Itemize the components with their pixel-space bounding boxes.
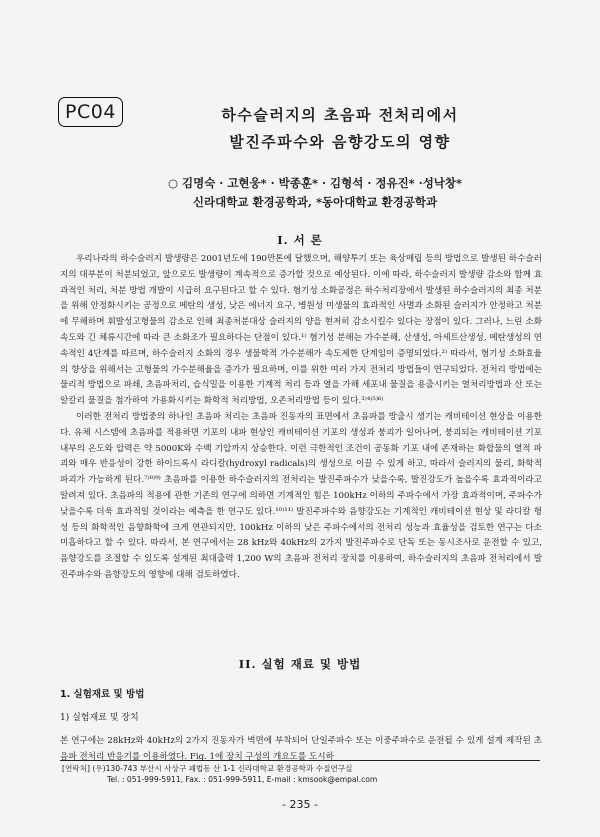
paper-title-line1: 하수슬러지의 초음파 전처리에서 [221,106,459,124]
contact-phone-email: Tel. : 051-999-5911, Fax. : 051-999-5911, E-mail : kmsook@empal.com [107,775,378,784]
affiliation: 신라대학교 환경공학과, *동아대학교 환경공학과 [192,195,438,209]
section-heading-methods: II. 실험 재료 및 방법 [238,657,362,671]
intro-paragraph-1: 우리나라의 하수슬러지 발생량은 2001년도에 190만톤에 달했으며, 해양투기 또는 육상매립 등의 방법으로 발생된 하수슬러지의 대부분이 처분되었고, 앞으로도 발생량이 계속적으로 증가할 것으로 예상된다. 이에 따라, 하수슬러지 발생량 감소와 함께 효과적인 처리, 처분 방법 개발이 시급히 요구된다고 할 수 있다. 혐기성 소화공정은 하수처리장에서 발생된 하수슬러지의 최종 처분을 위해 안정화시키는 공정으로 메탄의 생성, 낮은 에너지 요구, 병원성 미생물의 효과적인 사멸과 소화된 슬러지가 안정하고 처분에 무해하며 휘발성고형물의 감소로 인해 최종처분대상 슬러지의 양을 현저히 감소시킬수 있다는 장점이 있다. 그러나, 느린 소화속도와 긴 체류시간에 따라 큰 소화조가 필요하다는 단점이 있다.¹⁾ 혐기성 분해는 가수분해, 산생성, 아세트산생성, 메탄생성의 연속적인 4단계를 따르며, 하수슬러지 소화의 경우 생물학적 가수분해가 속도제한 단계임이 증명되었다.²⁾ 따라서, 혐기성 소화효율의 향상을 위해서는 고형물의 가수분해율을 증가가 필요하며, 이를 위한 여러 가지 전처리 방법들이 연구되었다. 전처리 방법에는 물리적 방법으로 파쇄, 초음파처리, 습식밀을 이용한 기계적 처리 등과 열을 가해 세포내 물질을 용출시키는 열처리방법과 산 또는 알칼리 물질을 첨가하여 가용화시키는 화학적 처리방법, 오존처리방법 등이 있다.³⁾⁴⁾⁵⁾⁶⁾ [60,254,542,407]
subsection-heading: 1. 실험재료 및 방법 [60,689,145,700]
contact-address: [연락처] (우)130-743 부산시 사상구 괘법동 산 1-1 신라대학교 환경공학과 수질연구실 [62,764,353,773]
session-code-badge: PC04 [58,97,123,127]
paper-title-line2: 발진주파수와 음향강도의 영향 [229,133,451,151]
author-list: ○ 김명숙 · 고현웅* · 박종훈* · 김형석 · 정유진* ·성낙창* [167,176,463,190]
page-number: - 235 - [282,798,318,811]
footnote-divider [60,760,540,761]
intro-paragraph-2: 이러한 전처리 방법중의 하나인 초음파 처리는 초음파 진동자의 표면에서 초음파를 방출시 생기는 캐비테이션 현상을 이용한다. 유체 시스템에 초음파를 적용하면 기포의 내파 현상인 캐비테이션 기포의 생성과 붕괴가 일어나며, 붕괴되는 캐비테이션 기포 내부의 온도와 압력은 약 5000K와 수백 기압까지 상승한다. 이런 극한적인 조건이 공동화 기포 내에 존재하는 화합물의 열적 파괴와 매우 반응성이 강한 하이드록시 라디칼(hydroxyl radicals)의 생성으로 이끌 수 있게 하고, 따라서 슬러지의 물리, 화학적 파괴가 가능하게 된다.⁷⁾⁸⁾⁹⁾ 초음파를 이용한 하수슬러지의 전처리는 발진주파수가 낮을수록, 발진강도가 높을수록 효과적이라고 알려져 있다. 초음파의 적용에 관한 기존의 연구에 의하면 기계적인 힘은 100kHz 이하의 주파수에서 가장 효과적이며, 주파수가 낮을수록 더욱 효과적일 것이라는 예측을 한 연구도 있다.¹⁰⁾¹¹⁾ 발진주파수와 음향강도는 기계적인 캐비테이션 현상 및 라디칼 형성 등의 화학적인 음향화학에 크게 연관되지만, 100kHz 이하의 낮은 주파수에서의 전처리 성능과 효율성을 검토한 연구는 다소 미흡하다고 할 수 있다. 따라서, 본 연구에서는 28 kHz와 40kHz의 2가지 발진주파수로 단독 또는 동시조사로 운전할 수 있고, 음향강도를 조절할 수 있도록 설계된 최대출력 1,200 W의 초음파 전처리 장치를 이용하여, 하수슬러지의 초음파 전처리에서 발진주파수와 음향강도의 영향에 대해 검토하였다. [60,412,542,580]
methods-paragraph-1: 본 연구에는 28kHz와 40kHz의 2가지 진동자가 벽면에 부착되어 단일주파수 또는 이중주파수로 운전될 수 있게 설계 제작된 초음파 전처리 반응기를 이용하였다. Fig. 1에 장치 구성의 개요도를 도시하 [60,736,542,762]
subsubsection-heading: 1) 실험재료 및 장치 [60,713,139,723]
section-heading-introduction: I. 서 론 [277,233,323,247]
